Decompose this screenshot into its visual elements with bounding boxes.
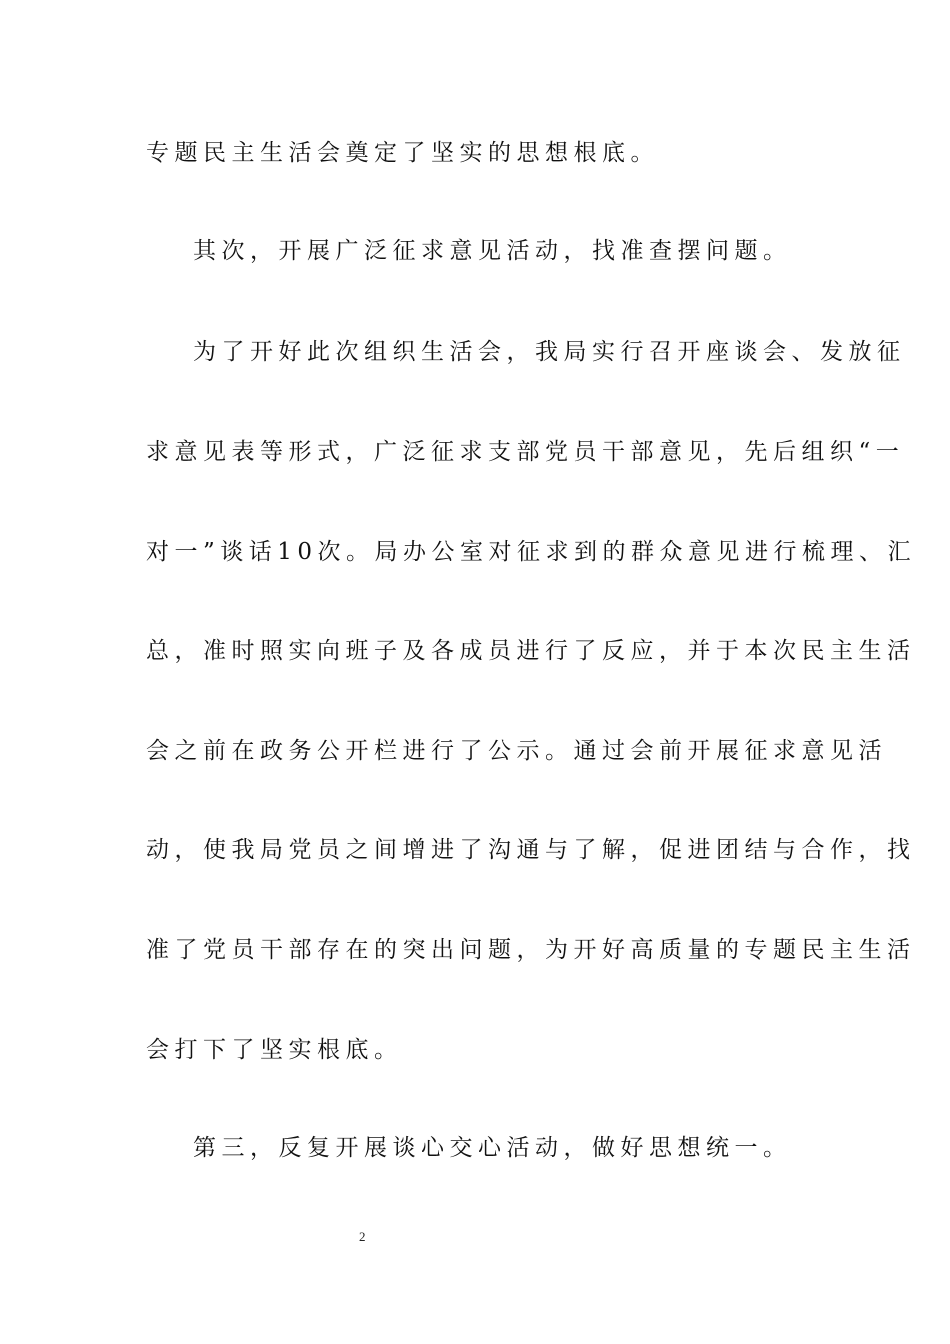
paragraph-line: 动，使我局党员之间增进了沟通与了解，促进团结与合作，找 — [146, 837, 916, 863]
paragraph-line: 求意见表等形式，广泛征求支部党员干部意见，先后组织“一 — [146, 439, 905, 465]
paragraph-line: 对一”谈话10次。局办公室对征求到的群众意见进行梳理、汇 — [146, 539, 917, 565]
paragraph-line: 专题民主生活会奠定了坚实的思想根底。 — [146, 140, 659, 166]
paragraph-line: 为了开好此次组织生活会，我局实行召开座谈会、发放征 — [193, 339, 906, 365]
page-number: 2 — [359, 1229, 366, 1244]
paragraph-line: 总，准时照实向班子及各成员进行了反应，并于本次民主生活 — [146, 638, 916, 664]
paragraph-line: 其次，开展广泛征求意见活动，找准查摆问题。 — [193, 238, 792, 264]
paragraph-line: 会打下了坚实根底。 — [146, 1037, 403, 1063]
paragraph-line: 第三，反复开展谈心交心活动，做好思想统一。 — [193, 1135, 792, 1161]
paragraph-line: 准了党员干部存在的突出问题，为开好高质量的专题民主生活 — [146, 937, 916, 963]
paragraph-line: 会之前在政务公开栏进行了公示。通过会前开展征求意见活 — [146, 738, 887, 764]
